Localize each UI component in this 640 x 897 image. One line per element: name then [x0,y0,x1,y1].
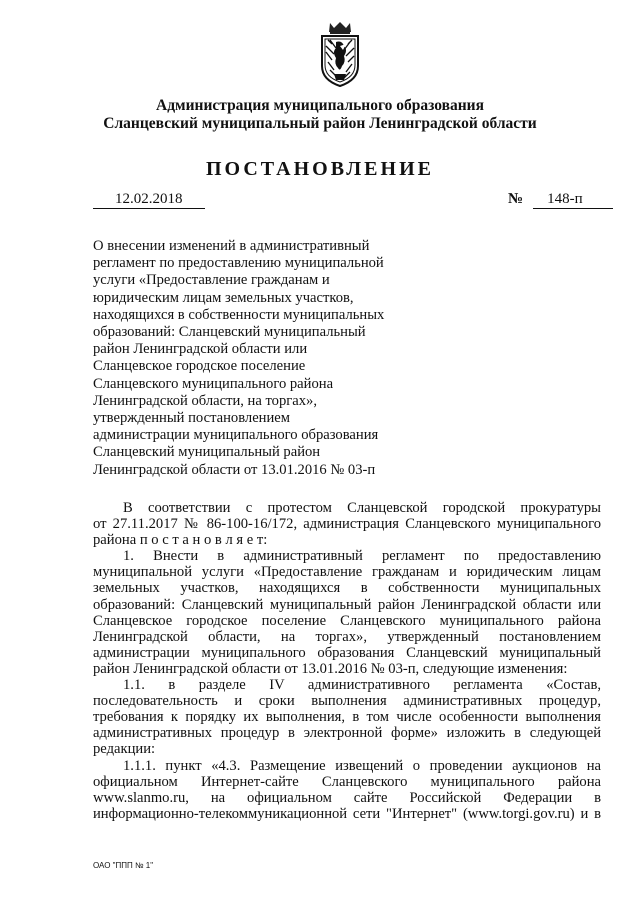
paragraph-line: Ленинградской области, на торгах», утвержденный постановлением [93,628,601,645]
subject-line: юридическим лицам земельных участков, [93,289,354,306]
paragraph-line: образований: Сланцевский муниципальный район Ленинградской области или [93,596,601,613]
subject-line: регламент по предоставлению муниципальной [93,255,384,272]
subject-line: администрации муниципального образования [93,427,379,444]
paragraph-line: муниципальной услуги «Предоставление гражданам и юридическим лицам [93,564,601,581]
subject-line: район Ленинградской области или [93,341,308,358]
paragraph-line: земельных участков, находящихся в собственности муниципальных [93,580,601,597]
paragraph-line: Сланцевское городское поселение Сланцевского муниципального района [93,612,601,629]
subject-line: образований: Сланцевский муниципальный [93,324,366,341]
coat-of-arms-emblem [316,20,364,88]
organization-name-line1: Администрация муниципального образования [156,97,484,114]
paragraph-line: редакции: [93,741,156,758]
subject-line: находящихся в собственности муниципальных [93,306,385,323]
paragraph-line: В соответствии с протестом Сланцевской городской прокуратуры [123,500,601,516]
subject-line: утвержденный постановлением [93,410,291,427]
paragraph-line: официальном Интернет-сайте Сланцевского муниципального района [93,773,601,790]
date-value: 12.02.2018 [93,191,205,209]
subject-line: Сланцевский муниципальный район [93,444,321,461]
paragraph-line: 1.1. в разделе IV административного регламента «Состав, [123,677,601,694]
paragraph-line: 1.1.1. пункт «4.3. Размещение извещений о проведении аукционов на [123,757,601,774]
subject-line: Сланцевского муниципального района [93,375,334,392]
subject-line: Ленинградской области от 13.01.2016 № 03-п [93,461,376,478]
printer-footer: ОАО "ППП № 1" [93,861,154,870]
subject-block [93,238,403,479]
subject-line: Сланцевское городское поселение [93,358,306,375]
paragraph-line: информационно-телекоммуникационной сети "Интернет" (www.torgi.gov.ru) и в [93,805,601,822]
document-number [508,191,613,209]
paragraph-line: район Ленинградской области от 13.01.2016 № 03-п, следующие изменения: [93,660,568,677]
paragraph-line: от 27.11.2017 № 86-100-16/172, администрация Сланцевского муниципального [93,516,601,533]
number-value: 148-п [533,191,613,209]
paragraph-line: административных процедур в электронной форме» изложить в следующей [93,725,601,742]
paragraph-line: требования к порядку их выполнения, в том числе особенности выполнения [93,709,601,726]
subject-line: О внесении изменений в административный [93,238,370,254]
paragraph-line: района п о с т а н о в л я е т: [93,532,268,549]
document-date [93,191,205,209]
document-type-title: ПОСТАНОВЛЕНИЕ [206,158,434,180]
body-text [93,500,601,822]
subject-line: услуги «Предоставление гражданам и [93,272,330,289]
paragraph-line: последовательность и сроки выполнения административных процедур, [93,693,601,710]
subject-line: Ленинградской области, на торгах», [93,392,317,409]
paragraph-line: администрации муниципального образования Сланцевский муниципальный [93,644,601,661]
organization-name-line2: Сланцевский муниципальный район Ленинградской области [103,115,537,132]
paragraph-line: 1. Внести в административный регламент по предоставлению [123,548,601,565]
number-sign: № [508,191,524,207]
paragraph-line: www.slanmo.ru, на официальном сайте Российской Федерации в [93,789,601,806]
